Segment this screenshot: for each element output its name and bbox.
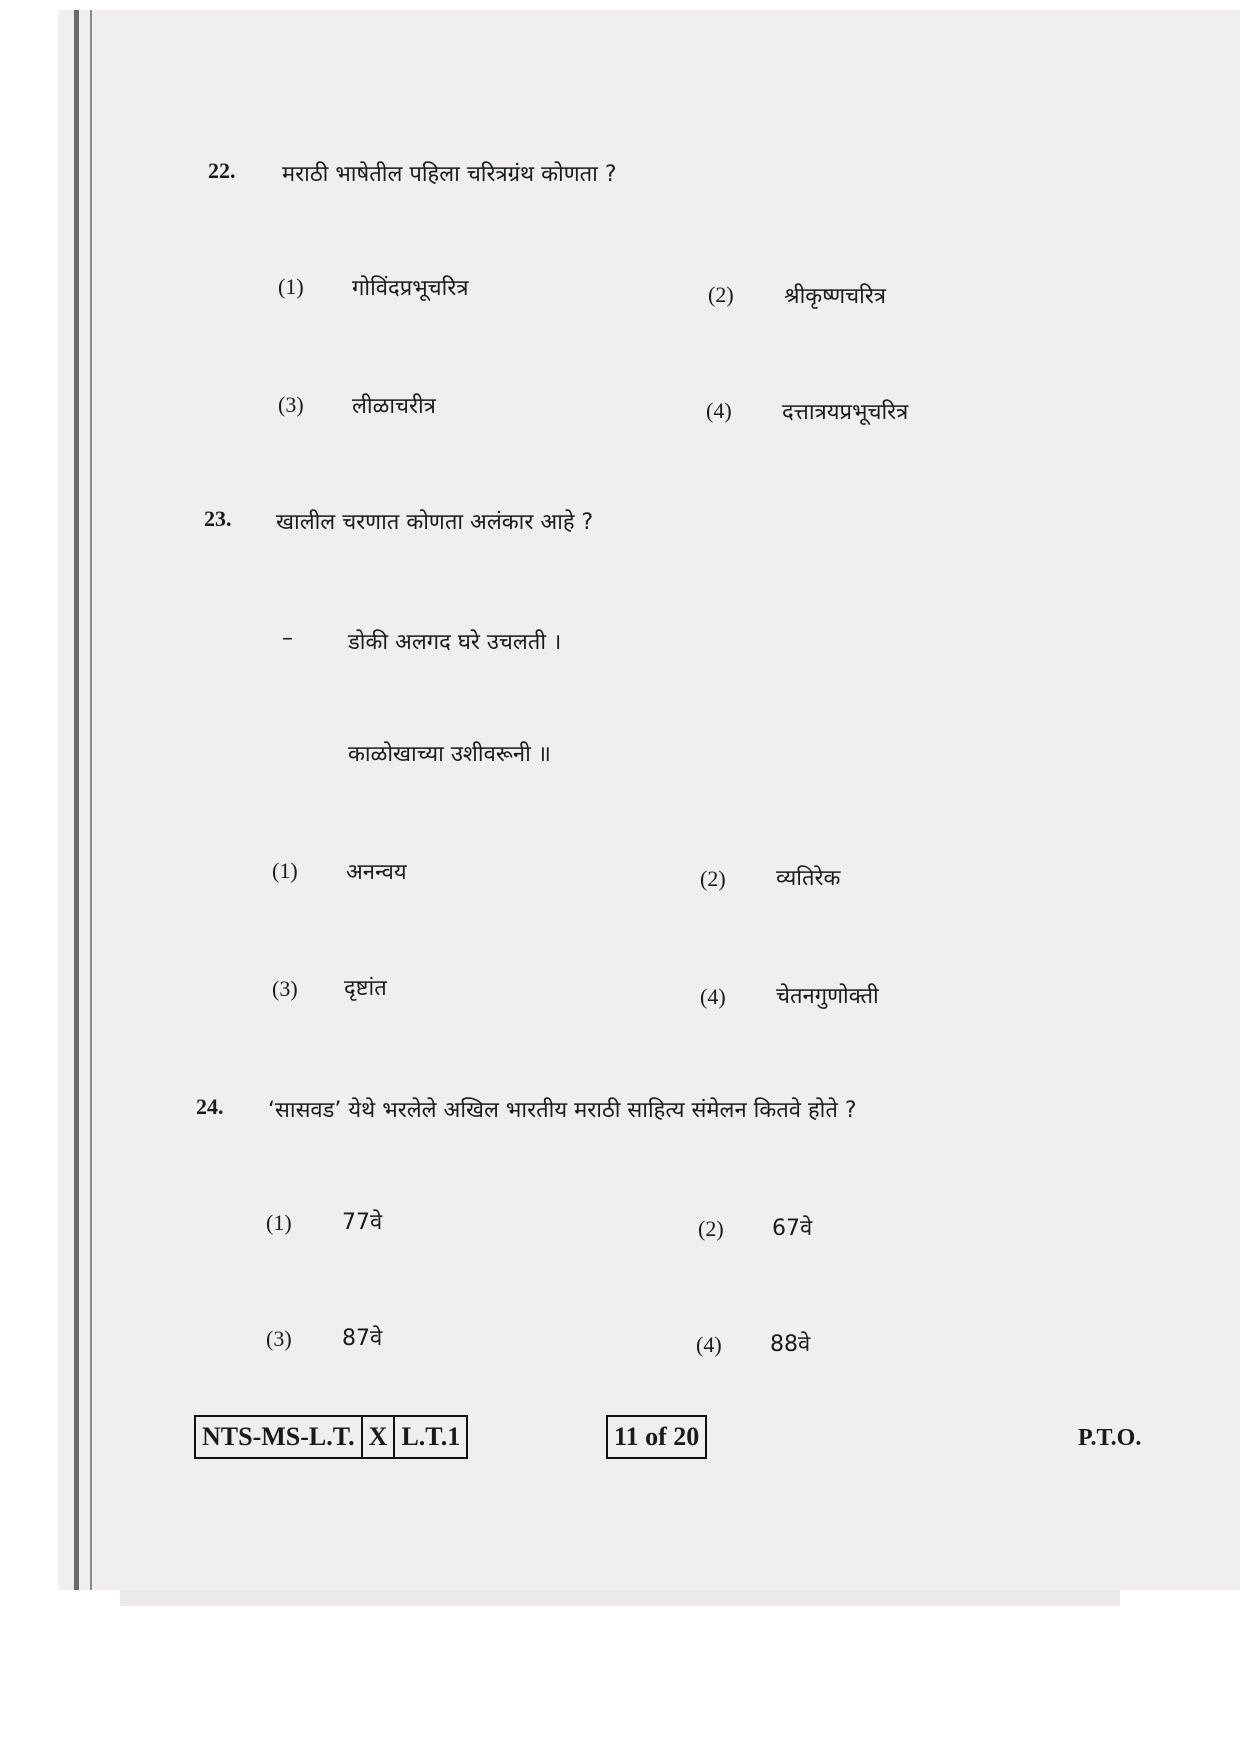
- verse-line-2: काळोखाच्या उशीवरूनी ॥: [348, 742, 551, 767]
- option-text: दत्तात्रयप्रभूचरित्र: [782, 400, 909, 425]
- paper-level: L.T.1: [393, 1417, 466, 1457]
- option-text: चेतनगुणोक्ती: [776, 984, 879, 1009]
- option-number: (3): [272, 976, 298, 1001]
- option-number: (1): [278, 274, 304, 299]
- paper-sheet: [58, 10, 1240, 1590]
- question-number: 23.: [204, 506, 232, 531]
- binding-line: [74, 10, 79, 1590]
- option-number: (3): [266, 1326, 292, 1351]
- option-number: (2): [698, 1216, 724, 1241]
- paper-code: NTS-MS-L.T.: [202, 1422, 355, 1451]
- option-text: अनन्वय: [346, 860, 407, 885]
- option-text: लीळाचरीत्र: [352, 394, 436, 419]
- question-number: 24.: [196, 1094, 224, 1119]
- option-number: (3): [278, 392, 304, 417]
- option-text: दृष्टांत: [344, 976, 387, 1001]
- option-text: 77वे: [342, 1210, 383, 1235]
- option-number: (1): [272, 858, 298, 883]
- paper-code-box: [194, 1415, 468, 1459]
- question-number: 22.: [208, 158, 236, 183]
- option-text: 87वे: [342, 1326, 383, 1351]
- option-number: (4): [706, 398, 732, 423]
- question-text: खालील चरणात कोणता अलंकार आहे ?: [276, 510, 594, 535]
- paper-edge: [120, 1590, 1120, 1606]
- binding-line-inner: [90, 10, 92, 1590]
- pto-label: P.T.O.: [1078, 1425, 1142, 1451]
- page-number-box: [606, 1415, 707, 1459]
- option-number: (4): [696, 1332, 722, 1357]
- verse-line-1: डोकी अलगद घरे उचलती ।: [348, 630, 562, 655]
- option-text: गोविंदप्रभूचरित्र: [352, 276, 469, 301]
- verse-dash: –: [282, 626, 293, 651]
- paper-set: X: [361, 1417, 394, 1457]
- page-number: 11 of 20: [614, 1422, 700, 1451]
- option-text: श्रीकृष्णचरित्र: [784, 284, 886, 309]
- option-number: (1): [266, 1210, 292, 1235]
- question-text: मराठी भाषेतील पहिला चरित्रग्रंथ कोणता ?: [282, 162, 617, 187]
- option-number: (2): [708, 282, 734, 307]
- option-text: 67वे: [772, 1216, 813, 1241]
- option-text: व्यतिरेक: [776, 866, 841, 891]
- option-number: (4): [700, 984, 726, 1009]
- question-text: ‘सासवड’ येथे भरलेले अखिल भारतीय मराठी साहित्य संमेलन कितवे होते ?: [268, 1098, 857, 1123]
- option-number: (2): [700, 866, 726, 891]
- option-text: 88वे: [770, 1332, 811, 1357]
